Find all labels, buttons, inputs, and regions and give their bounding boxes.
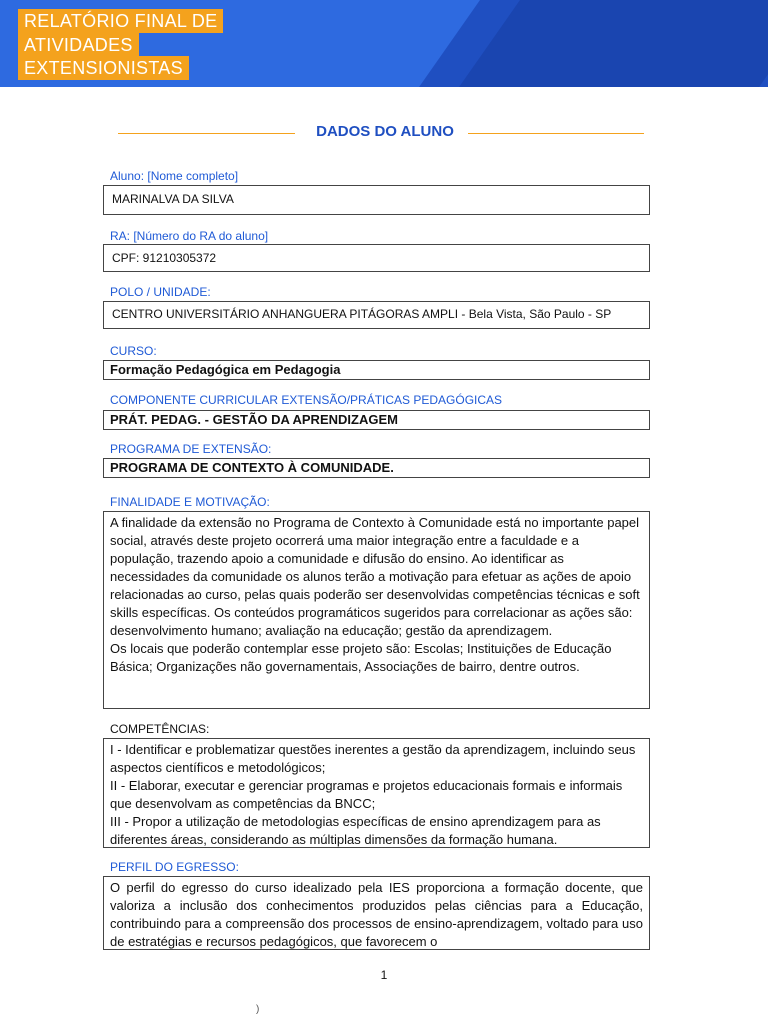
finalidade-paragraph-1: A finalidade da extensão no Programa de Contexto à Comunidade está no importante papel social, através deste projeto ocorrerá uma maior integração entre a faculdade e a população, trazendo apoio a comunidade e difusão do ensino. Ao identificar as necessidades da comunidade os alunos terão a motivação para efetuar as ações de apoio relacionadas ao curso, pelas quais poderão ser desenvolvidas competências técnicas e soft skills específicas. Os conteúdos programáticos sugeridos para correlacionar as ações são: desenvolvimento humano; avaliação na educação; gestão da aprendizagem. — [110, 515, 640, 638]
ra-label: RA: [Número do RA do aluno] — [110, 229, 269, 243]
polo-value: CENTRO UNIVERSITÁRIO ANHANGUERA PITÁGORAS AMPLI - Bela Vista, São Paulo - SP — [112, 307, 612, 321]
aluno-value: MARINALVA DA SILVA — [112, 192, 234, 206]
programa-field[interactable] — [103, 458, 650, 478]
curso-value: Formação Pedagógica em Pedagogia — [110, 362, 341, 377]
ra-value: CPF: 91210305372 — [112, 251, 217, 265]
componente-value: PRÁT. PEDAG. - GESTÃO DA APRENDIZAGEM — [110, 412, 398, 427]
curso-label: CURSO: — [110, 344, 157, 358]
header-title-line-3: EXTENSIONISTAS — [18, 56, 189, 80]
page-number: 1 — [380, 968, 388, 982]
report-header-banner — [0, 0, 768, 87]
aluno-label: Aluno: [Nome completo] — [110, 169, 239, 183]
finalidade-field[interactable] — [103, 511, 650, 709]
aluno-field[interactable] — [103, 185, 650, 215]
footer-mark: ) — [256, 1004, 260, 1015]
competencia-item-1: I - Identificar e problematizar questões inerentes a gestão da aprendizagem, incluindo seus aspectos científicos e metodológicos; — [110, 742, 636, 775]
programa-label: PROGRAMA DE EXTENSÃO: — [110, 442, 272, 456]
header-decor-band-2 — [459, 0, 768, 87]
perfil-field[interactable] — [103, 876, 650, 950]
header-title-line-1: RELATÓRIO FINAL DE — [18, 9, 223, 33]
heading-rule-right — [468, 133, 644, 134]
perfil-value: O perfil do egresso do curso idealizado pela IES proporciona a formação docente, que valoriza a inclusão dos conhecimentos produzidos pelas ciências para a Educação, contribuindo para a compreensão dos processos de ensino-aprendizagem, voltado para uso de estratégias e recursos pedagógicos, que favorecem o — [110, 880, 643, 949]
section-heading — [0, 122, 768, 142]
ra-field[interactable] — [103, 244, 650, 272]
perfil-label: PERFIL DO EGRESSO: — [110, 860, 239, 874]
polo-label: POLO / UNIDADE: — [110, 285, 211, 299]
componente-field[interactable] — [103, 410, 650, 430]
finalidade-paragraph-2: Os locais que poderão contemplar esse projeto são: Escolas; Instituições de Educação Básica; Organizações não governamentais, Associações de bairro, dentre outros. — [110, 641, 612, 674]
competencias-field[interactable] — [103, 738, 650, 848]
heading-rule-left — [118, 133, 295, 134]
componente-label: COMPONENTE CURRICULAR EXTENSÃO/PRÁTICAS PEDAGÓGICAS — [110, 393, 503, 407]
section-heading-text: DADOS DO ALUNO — [316, 123, 454, 140]
competencias-label: COMPETÊNCIAS: — [110, 722, 210, 736]
competencia-item-2: II - Elaborar, executar e gerenciar programas e projetos educacionais formais e informais que desenvolvam as competências da BNCC; — [110, 778, 623, 811]
competencia-item-3: III - Propor a utilização de metodologias específicas de ensino aprendizagem para as diferentes áreas, considerando as múltiplas dimensões da formação humana. — [110, 814, 601, 847]
curso-field[interactable] — [103, 360, 650, 380]
header-title-line-2: ATIVIDADES — [18, 33, 139, 57]
programa-value: PROGRAMA DE CONTEXTO À COMUNIDADE. — [110, 460, 394, 475]
polo-field[interactable] — [103, 301, 650, 329]
finalidade-label: FINALIDADE E MOTIVAÇÃO: — [110, 495, 270, 509]
